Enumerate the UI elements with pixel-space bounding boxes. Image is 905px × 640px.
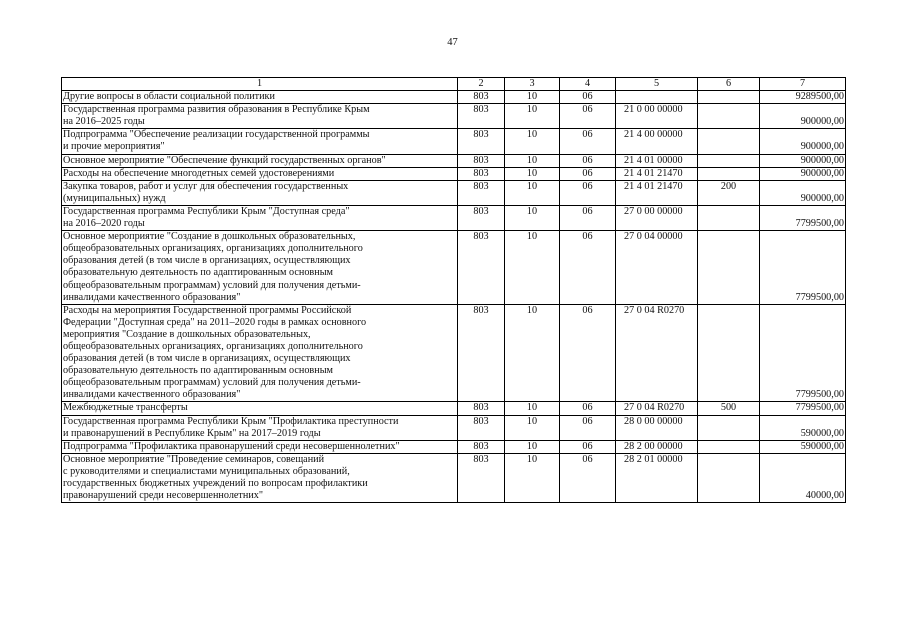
code-subsection-cell: 06 bbox=[560, 205, 616, 230]
code-target-article-cell: 28 2 01 00000 bbox=[616, 453, 698, 502]
code-subsection-cell: 06 bbox=[560, 167, 616, 180]
code-section-cell: 10 bbox=[505, 231, 560, 305]
code-ministry-cell: 803 bbox=[458, 167, 505, 180]
code-ministry-cell: 803 bbox=[458, 304, 505, 402]
table-body bbox=[62, 91, 846, 503]
code-section-cell: 10 bbox=[505, 167, 560, 180]
amount-cell: 590000,00 bbox=[760, 415, 846, 440]
code-expense-type-cell bbox=[698, 129, 760, 154]
code-target-article-cell: 27 0 04 00000 bbox=[616, 231, 698, 305]
row-name-cell: Закупка товаров, работ и услуг для обеспечения государственных (муниципальных) нужд bbox=[62, 180, 458, 205]
code-section-cell: 10 bbox=[505, 453, 560, 502]
row-name-cell: Государственная программа Республики Крым "Доступная среда" на 2016–2020 годы bbox=[62, 205, 458, 230]
row-name-cell: Другие вопросы в области социальной политики bbox=[62, 91, 458, 104]
code-section-cell: 10 bbox=[505, 402, 560, 415]
code-ministry-cell: 803 bbox=[458, 205, 505, 230]
table-row bbox=[62, 402, 846, 415]
code-target-article-cell: 27 0 00 00000 bbox=[616, 205, 698, 230]
table-row bbox=[62, 91, 846, 104]
row-name-cell: Государственная программа Республики Крым "Профилактика преступности и правонарушений в Республике Крым" на 2017–2019 годы bbox=[62, 415, 458, 440]
code-section-cell: 10 bbox=[505, 440, 560, 453]
code-ministry-cell: 803 bbox=[458, 453, 505, 502]
code-section-cell: 10 bbox=[505, 205, 560, 230]
code-ministry-cell: 803 bbox=[458, 129, 505, 154]
table-row bbox=[62, 415, 846, 440]
table-row bbox=[62, 129, 846, 154]
code-target-article-cell: 27 0 04 R0270 bbox=[616, 402, 698, 415]
code-target-article-cell: 21 4 01 21470 bbox=[616, 167, 698, 180]
code-subsection-cell: 06 bbox=[560, 453, 616, 502]
amount-cell: 7799500,00 bbox=[760, 205, 846, 230]
amount-cell: 7799500,00 bbox=[760, 231, 846, 305]
row-name-cell: Государственная программа развития образования в Республике Крым на 2016–2025 годы bbox=[62, 104, 458, 129]
amount-cell: 900000,00 bbox=[760, 129, 846, 154]
code-expense-type-cell: 500 bbox=[698, 402, 760, 415]
code-target-article-cell: 28 0 00 00000 bbox=[616, 415, 698, 440]
amount-cell: 900000,00 bbox=[760, 167, 846, 180]
code-section-cell: 10 bbox=[505, 91, 560, 104]
row-name-cell: Расходы на обеспечение многодетных семей удостоверениями bbox=[62, 167, 458, 180]
code-ministry-cell: 803 bbox=[458, 231, 505, 305]
code-subsection-cell: 06 bbox=[560, 91, 616, 104]
code-ministry-cell: 803 bbox=[458, 402, 505, 415]
row-name-cell: Основное мероприятие "Создание в дошкольных образовательных, общеобразовательных организациях, организациях дополнительного образования детей (в том числе в организациях, осуществляющих образовательную деятельность по адаптированным основным общеобразовательным программам) условий для получения детьми- инвалидами качественного образования" bbox=[62, 231, 458, 305]
code-expense-type-cell bbox=[698, 205, 760, 230]
amount-cell: 7799500,00 bbox=[760, 304, 846, 402]
code-subsection-cell: 06 bbox=[560, 415, 616, 440]
row-name-cell: Межбюджетные трансферты bbox=[62, 402, 458, 415]
code-section-cell: 10 bbox=[505, 104, 560, 129]
table-row bbox=[62, 231, 846, 305]
code-target-article-cell: 27 0 04 R0270 bbox=[616, 304, 698, 402]
code-expense-type-cell bbox=[698, 104, 760, 129]
code-subsection-cell: 06 bbox=[560, 154, 616, 167]
amount-cell: 9289500,00 bbox=[760, 91, 846, 104]
column-header: 3 bbox=[505, 78, 560, 91]
code-target-article-cell bbox=[616, 91, 698, 104]
code-expense-type-cell bbox=[698, 167, 760, 180]
row-name-cell: Подпрограмма "Обеспечение реализации государственной программы и прочие мероприятия" bbox=[62, 129, 458, 154]
code-subsection-cell: 06 bbox=[560, 304, 616, 402]
code-target-article-cell: 21 0 00 00000 bbox=[616, 104, 698, 129]
code-subsection-cell: 06 bbox=[560, 231, 616, 305]
table-row bbox=[62, 167, 846, 180]
page-number: 47 bbox=[447, 37, 458, 48]
table-row bbox=[62, 104, 846, 129]
code-target-article-cell: 21 4 00 00000 bbox=[616, 129, 698, 154]
code-subsection-cell: 06 bbox=[560, 104, 616, 129]
code-section-cell: 10 bbox=[505, 180, 560, 205]
code-ministry-cell: 803 bbox=[458, 180, 505, 205]
table-row bbox=[62, 180, 846, 205]
amount-cell: 900000,00 bbox=[760, 180, 846, 205]
code-ministry-cell: 803 bbox=[458, 91, 505, 104]
code-ministry-cell: 803 bbox=[458, 415, 505, 440]
code-subsection-cell: 06 bbox=[560, 180, 616, 205]
code-section-cell: 10 bbox=[505, 154, 560, 167]
code-expense-type-cell bbox=[698, 231, 760, 305]
amount-cell: 900000,00 bbox=[760, 104, 846, 129]
column-header: 4 bbox=[560, 78, 616, 91]
code-ministry-cell: 803 bbox=[458, 104, 505, 129]
column-header: 2 bbox=[458, 78, 505, 91]
amount-cell: 590000,00 bbox=[760, 440, 846, 453]
amount-cell: 900000,00 bbox=[760, 154, 846, 167]
table-row bbox=[62, 205, 846, 230]
code-section-cell: 10 bbox=[505, 129, 560, 154]
column-header: 6 bbox=[698, 78, 760, 91]
column-header: 5 bbox=[616, 78, 698, 91]
code-expense-type-cell bbox=[698, 154, 760, 167]
table-row bbox=[62, 453, 846, 502]
code-expense-type-cell bbox=[698, 91, 760, 104]
code-target-article-cell: 21 4 01 00000 bbox=[616, 154, 698, 167]
row-name-cell: Основное мероприятие "Обеспечение функций государственных органов" bbox=[62, 154, 458, 167]
amount-cell: 40000,00 bbox=[760, 453, 846, 502]
column-header: 1 bbox=[62, 78, 458, 91]
code-section-cell: 10 bbox=[505, 415, 560, 440]
code-target-article-cell: 28 2 00 00000 bbox=[616, 440, 698, 453]
code-expense-type-cell bbox=[698, 453, 760, 502]
column-header: 7 bbox=[760, 78, 846, 91]
row-name-cell: Основное мероприятие "Проведение семинаров, совещаний с руководителями и специалистами муниципальных образований, государственных бюджетных учреждений по вопросам профилактики правонарушений среди несовершеннолетних" bbox=[62, 453, 458, 502]
table-header-row bbox=[62, 78, 846, 91]
row-name-cell: Подпрограмма "Профилактика правонарушений среди несовершеннолетних" bbox=[62, 440, 458, 453]
amount-cell: 7799500,00 bbox=[760, 402, 846, 415]
table-row bbox=[62, 154, 846, 167]
code-section-cell: 10 bbox=[505, 304, 560, 402]
code-expense-type-cell bbox=[698, 304, 760, 402]
code-ministry-cell: 803 bbox=[458, 440, 505, 453]
row-name-cell: Расходы на мероприятия Государственной программы Российской Федерации "Доступная среда" на 2011–2020 годы в рамках основного мероприятия "Создание в дошкольных образовательных, общеобразовательных организациях, организациях дополнительного образования детей (в том числе в организациях, осуществляющих образовательную деятельность по адаптированным основным общеобразовательным программам) условий для получения детьми- инвалидами качественного образования" bbox=[62, 304, 458, 402]
code-expense-type-cell bbox=[698, 440, 760, 453]
table-row bbox=[62, 304, 846, 402]
budget-table bbox=[61, 77, 846, 503]
code-subsection-cell: 06 bbox=[560, 402, 616, 415]
code-subsection-cell: 06 bbox=[560, 440, 616, 453]
code-expense-type-cell bbox=[698, 415, 760, 440]
code-target-article-cell: 21 4 01 21470 bbox=[616, 180, 698, 205]
code-subsection-cell: 06 bbox=[560, 129, 616, 154]
table-row bbox=[62, 440, 846, 453]
code-expense-type-cell: 200 bbox=[698, 180, 760, 205]
code-ministry-cell: 803 bbox=[458, 154, 505, 167]
